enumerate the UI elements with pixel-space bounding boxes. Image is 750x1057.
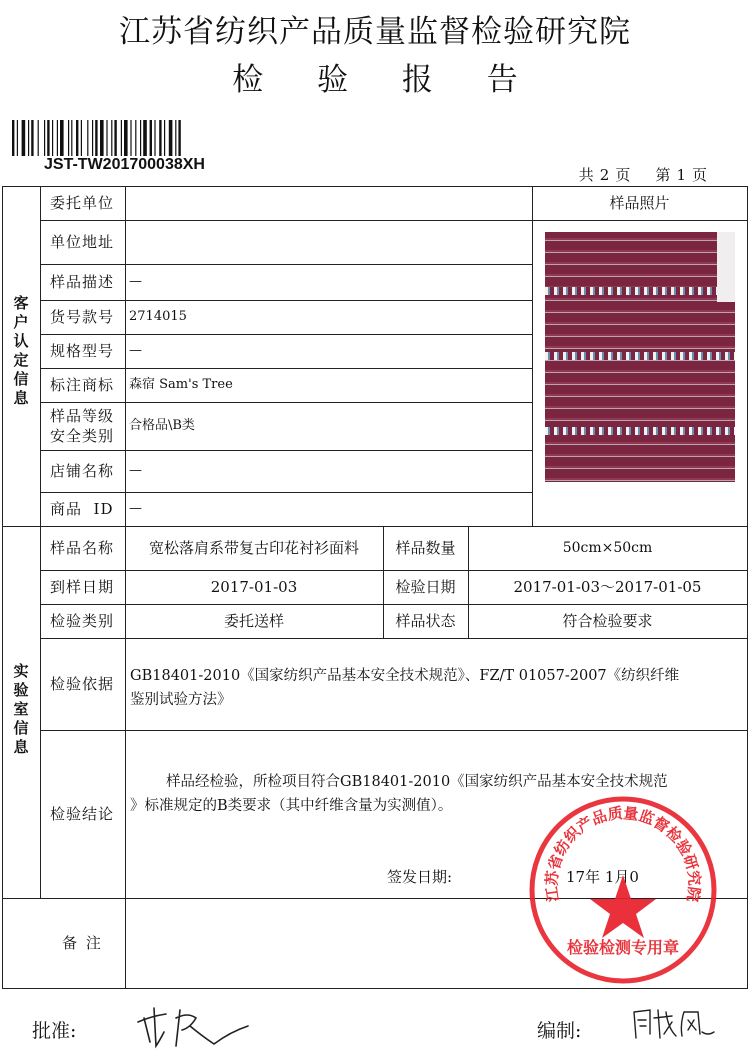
sample-photo	[545, 232, 735, 482]
approve-label: 批准:	[32, 1020, 77, 1042]
sample-status-label: 样品状态	[395, 612, 456, 630]
client-label: 委托单位	[50, 194, 115, 212]
test-basis-text: GB18401-2010《国家纺织产品基本安全技术规范》、FZ/T 01057-2007《纺织纤维 鉴别试验方法》	[130, 668, 680, 708]
sample-name-value: 宽松落肩系带复古印花衬衫面料	[148, 539, 359, 557]
compiler-signature	[628, 1004, 718, 1044]
conclusion-label: 检验结论	[50, 805, 115, 823]
approver-signature	[130, 996, 260, 1052]
official-seal	[528, 795, 718, 985]
item-no-label: 货号款号	[50, 308, 115, 326]
grade-label: 样品等级 安全类别	[50, 407, 115, 445]
brand-label: 标注商标	[50, 376, 115, 394]
conclusion-text: 样品经检验，所检项目符合GB18401-2010《国家纺织产品基本安全技术规范 》标准规定的B类要求（其中纤维含量为实测值）。	[130, 774, 668, 814]
item-no-value: 2714015	[129, 309, 187, 324]
barcode	[12, 120, 232, 156]
compile-label: 编制:	[537, 1020, 582, 1042]
arrival-date-label: 到样日期	[50, 578, 115, 596]
address-label: 单位地址	[50, 233, 115, 251]
test-basis-label: 检验依据	[50, 675, 115, 693]
address-value	[125, 220, 529, 264]
sample-desc-label: 样品描述	[50, 273, 115, 291]
issue-date-label: 签发日期:	[387, 868, 453, 886]
goods-id-value: —	[129, 501, 142, 516]
spec-value: —	[129, 343, 142, 358]
test-type-label: 检验类别	[50, 612, 115, 630]
quantity-label: 样品数量	[395, 539, 456, 557]
shop-value: —	[129, 463, 142, 478]
brand-value: 森宿 Sam's Tree	[129, 377, 233, 392]
section-lab-info: 实验室信息	[13, 662, 29, 756]
test-date-label: 检验日期	[395, 578, 456, 596]
shop-label: 店铺名称	[50, 462, 115, 480]
seal-bottom-text: 检验检测专用章	[566, 938, 680, 957]
quantity-value: 50cm×50cm	[562, 540, 653, 556]
sample-desc-value: —	[129, 274, 142, 289]
goods-id-label: 商品 ID	[50, 500, 114, 518]
section-customer-info: 客户认定信息	[13, 294, 29, 407]
sample-name-label: 样品名称	[50, 539, 115, 557]
issue-date-value: 17年 1月0	[566, 868, 639, 886]
grade-value: 合格品\B类	[129, 418, 195, 433]
sample-status-value: 符合检验要求	[562, 612, 653, 630]
report-number: JST-TW201700038XH	[44, 156, 205, 173]
seal-ring-text: 江苏省纺织产品质量监督检验研究院	[542, 804, 704, 903]
remarks-label: 备 注	[62, 934, 103, 952]
arrival-date-value: 2017-01-03	[210, 578, 298, 596]
test-date-value: 2017-01-03～2017-01-05	[513, 578, 702, 596]
institute-name: 江苏省纺织产品质量监督检验研究院	[119, 14, 631, 50]
test-type-value: 委托送样	[223, 612, 284, 630]
client-value	[125, 186, 529, 220]
report-title: 检 验 报 告	[232, 62, 540, 98]
photo-label: 样品照片	[609, 194, 670, 212]
seal-star	[590, 875, 656, 938]
page-indicator: 共 2 页 第 1 页	[578, 166, 707, 184]
spec-label: 规格型号	[50, 342, 115, 360]
